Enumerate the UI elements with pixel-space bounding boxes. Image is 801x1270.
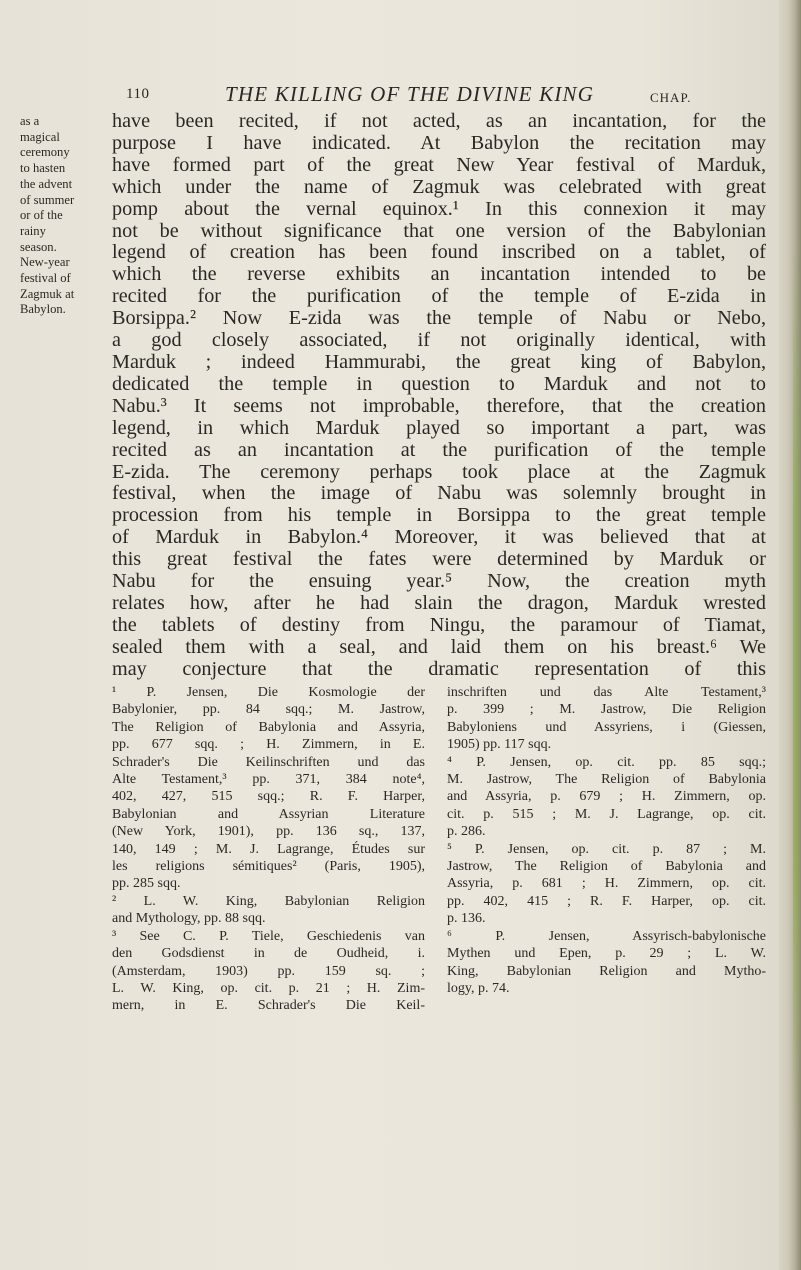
body-line: not be without significance that one version of the Babylonian — [112, 219, 766, 242]
margin-line: season. — [20, 239, 57, 254]
footnote-line: pp. 285 sqq. — [112, 876, 181, 892]
body-line: of Marduk in Babylon.⁴ Moreover, it was believed that at — [112, 526, 766, 549]
body-text — [112, 111, 766, 681]
footnote-line: King, Babylonian Religion and Mytho- — [447, 963, 766, 979]
body-line: sealed them with a seal, and laid them on his breast.⁶ We — [112, 635, 766, 658]
body-line: pomp about the vernal equinox.¹ In this connexion it may — [112, 197, 766, 220]
page-gutter-edge — [779, 0, 801, 1270]
footnote-line: Mythen und Epen, p. 29 ; L. W. — [447, 946, 766, 962]
footnote-line: Alte Testament,³ pp. 371, 384 note⁴, — [112, 772, 425, 788]
footnote-line: p. 286. — [447, 824, 486, 840]
margin-line: Zagmuk at — [20, 286, 75, 301]
margin-line: festival of — [20, 271, 71, 286]
margin-line: as a — [20, 114, 40, 128]
footnote-line: cit. p. 515 ; M. J. Lagrange, op. cit. — [447, 806, 766, 822]
body-line: the tablets of destiny from Ningu, the paramour of Tiamat, — [112, 613, 766, 636]
footnote-line: p. 136. — [447, 911, 486, 927]
body-line: Borsippa.² Now E-zida was the temple of Nabu or Nebo, — [112, 307, 766, 330]
footnote-line: and Assyria, p. 679 ; H. Zimmern, op. — [447, 789, 766, 805]
margin-line: Babylon. — [20, 302, 66, 317]
body-line: legend of creation has been found inscribed on a tablet, of — [112, 241, 766, 264]
footnote-line: ⁶ P. Jensen, Assyrisch-babylonische — [447, 928, 766, 944]
footnote-line: pp. 402, 415 ; R. F. Harper, op. cit. — [447, 893, 766, 909]
footnote-line: pp. 677 sqq. ; H. Zimmern, in E. — [112, 737, 425, 753]
footnote-line: ⁵ P. Jensen, op. cit. p. 87 ; M. — [447, 841, 766, 857]
chapter-label: CHAP. — [650, 90, 692, 105]
body-line: may conjecture that the dramatic representation of this — [112, 657, 766, 680]
body-line: purpose I have indicated. At Babylon the recitation may — [112, 131, 766, 154]
footnotes-left-column — [112, 684, 425, 1015]
footnote-line: (New York, 1901), pp. 136 sq., 137, — [112, 824, 425, 840]
margin-line: the advent — [20, 176, 73, 191]
footnote-line: Babylonian and Assyrian Literature — [112, 806, 425, 822]
footnotes-right-column — [447, 684, 766, 997]
body-line: Nabu for the ensuing year.⁵ Now, the creation myth — [112, 570, 766, 593]
footnote-line: M. Jastrow, The Religion of Babylonia — [447, 772, 766, 788]
footnote-line: Babyloniens und Assyriens, i (Giessen, — [447, 719, 766, 735]
footnote-line: Schrader's Die Keilinschriften und das — [112, 754, 425, 770]
footnote-line: 140, 149 ; M. J. Lagrange, Études sur — [112, 841, 425, 857]
footnote-line: mern, in E. Schrader's Die Keil- — [112, 998, 425, 1014]
body-line: festival, when the image of Nabu was solemnly brought in — [112, 482, 766, 505]
body-line: which under the name of Zagmuk was celebrated with great — [112, 175, 766, 198]
footnote-line: ¹ P. Jensen, Die Kosmologie der — [112, 685, 425, 700]
body-line: Marduk ; indeed Hammurabi, the great king of Babylon, — [112, 350, 766, 373]
margin-line: to hasten — [20, 161, 66, 176]
body-line: legend, in which Marduk played so important a part, was — [112, 416, 766, 439]
body-line: relates how, after he had slain the dragon, Marduk wrested — [112, 591, 766, 614]
margin-line: ceremony — [20, 145, 70, 160]
page-header — [0, 82, 801, 112]
body-line: recited for the purification of the temple of E-zida in — [112, 285, 766, 308]
footnote-line: les religions sémitiques² (Paris, 1905), — [112, 859, 425, 875]
footnote-line: ³ See C. P. Tiele, Geschiedenis van — [112, 928, 425, 944]
footnote-line: 1905) pp. 117 sqq. — [447, 737, 552, 753]
running-head: THE KILLING OF THE DIVINE KING — [225, 82, 595, 106]
footnote-line: p. 399 ; M. Jastrow, Die Religion — [447, 702, 766, 718]
page-number: 110 — [126, 86, 150, 102]
margin-line: rainy — [20, 223, 46, 238]
body-line: recited as an incantation at the purification of the temple — [112, 438, 766, 461]
body-line: E-zida. The ceremony perhaps took place at the Zagmuk — [112, 460, 766, 483]
footnote-line: ⁴ P. Jensen, op. cit. pp. 85 sqq.; — [447, 754, 766, 770]
body-line: have formed part of the great New Year festival of Marduk, — [112, 153, 766, 176]
footnote-line: ² L. W. King, Babylonian Religion — [112, 893, 425, 909]
footnote-line: den Godsdienst in de Oudheid, i. — [112, 946, 425, 962]
margin-line: or of the — [20, 208, 63, 223]
body-line: procession from his temple in Borsippa to the great temple — [112, 504, 766, 527]
margin-line: of summer — [20, 192, 75, 207]
body-line: dedicated the temple in question to Marduk and not to — [112, 372, 766, 395]
footnote-line: inschriften und das Alte Testament,³ — [447, 685, 766, 700]
margin-note — [20, 114, 100, 318]
body-line: a god closely associated, if not originally identical, with — [112, 329, 766, 352]
footnote-line: Jastrow, The Religion of Babylonia and — [447, 859, 766, 875]
footnote-line: logy, p. 74. — [447, 980, 510, 996]
footnote-line: Babylonier, pp. 84 sqq.; M. Jastrow, — [112, 702, 425, 718]
footnote-line: (Amsterdam, 1903) pp. 159 sq. ; — [112, 963, 425, 979]
footnote-line: The Religion of Babylonia and Assyria, — [112, 719, 425, 735]
footnote-line: 402, 427, 515 sqq.; R. F. Harper, — [112, 789, 425, 805]
margin-line: magical — [20, 129, 60, 144]
margin-line: New-year — [20, 255, 70, 270]
footnote-line: L. W. King, op. cit. p. 21 ; H. Zim- — [112, 980, 425, 996]
body-line: this great festival the fates were determined by Marduk or — [112, 548, 766, 571]
footnote-line: Assyria, p. 681 ; H. Zimmern, op. cit. — [447, 876, 766, 892]
body-line: have been recited, if not acted, as an incantation, for the — [112, 110, 766, 132]
footnote-line: and Mythology, pp. 88 sqq. — [112, 911, 266, 927]
body-line: which the reverse exhibits an incantation intended to be — [112, 263, 766, 286]
body-line: Nabu.³ It seems not improbable, therefore, that the creation — [112, 394, 766, 417]
